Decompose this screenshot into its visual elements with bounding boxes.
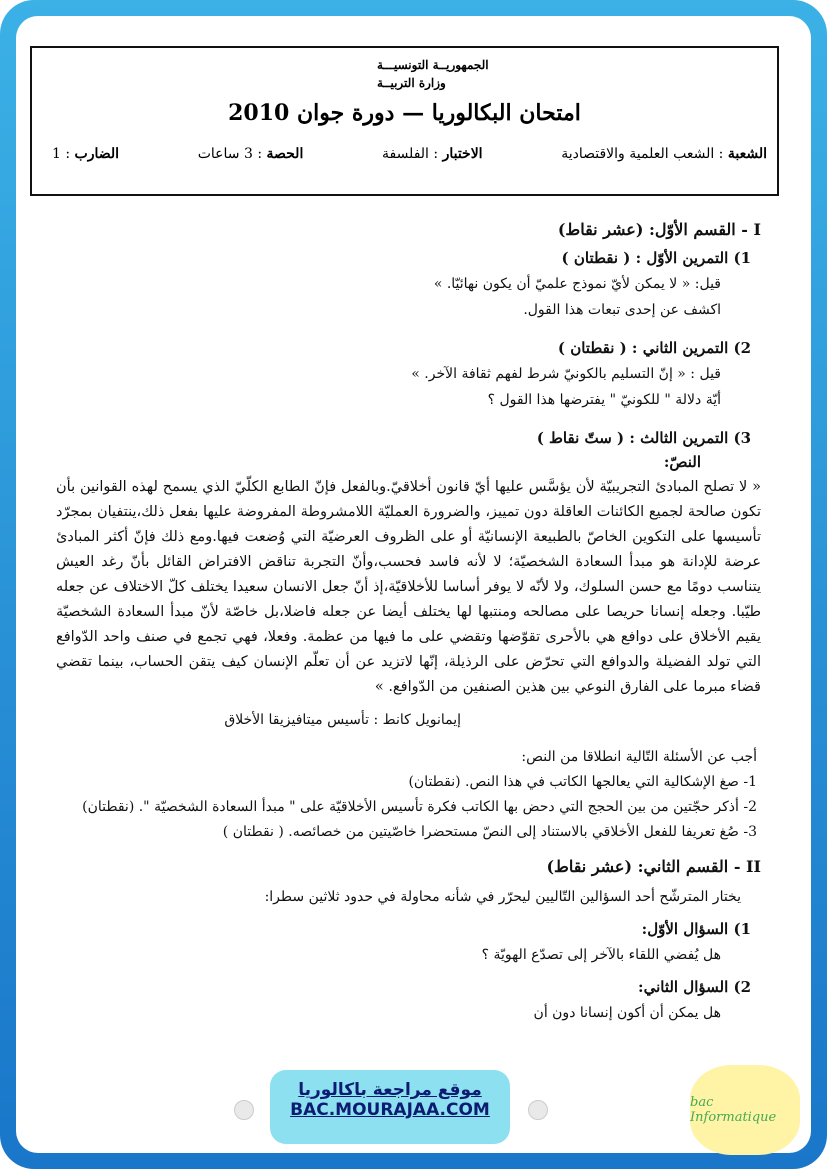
subject1-text: هل يُفضي اللقاء بالآخر إلى تصدّع الهويّة ؟ (481, 947, 721, 963)
ministry-label: وزارة التربيــة (377, 76, 446, 90)
republic-label: الجمهوريــة التونسيـــة (377, 58, 489, 72)
coefficient-info: الضارب : 1 (52, 146, 120, 162)
kant-text: « لا تصلح المبادئ التجريبيّة لأن يؤسَّس عليها أيّ قانون أخلاقيّ.وبالفعل فإنّ الطابع الكلّيّ الذي يسمح لهذه القوانين بأن تكون صالحة لجميع الكائنات العاقلة دون تمييز، والضرورة العمليّة اللامشروطة المفروضة عليها بفعل ذلك،ينتفيان بمجرّد تأسيسها على التكوين الخاصّ بالطبيعة الإنسانيّة أو على الظروف العرضيّة التي وُضعت فيها.ومع ذلك فإنّ أكثر المبادئ عرضة للإدانة هو مبدأ السعادة الشخصيّة؛ لا لأنه فاسد فحسب،وأنّ التجربة تناقض الافتراض القائل بأنّ رغد العيش يتناسب دومًا مع حسن السلوك، ولا لأنّه لا يوفر أساسا للأخلاقيّة،إذ أنّ جعل الانسان سعيدا يختلف كلّ الاختلاف عن جعله طيّبا. وجعله إنسانا حريصا على مصالحه ومنتبها لها يختلف أيضا عن جعله فاضلا،بل خاصّة لأنّ مبدأ السعادة الشخصيّة يقيم الأخلاق على دوافع هي بالأحرى تقوّضها وتقضي على ما فيها من عظمة. وفعلا، فهي تجمع في صنف واحد الدّوافع التي تولد الفضيلة والدوافع التي تحرّض على الرذيلة، إنّها لاتزيد عن أن تعلّم الإنسان كيف يتقن الحساب، بينما تقضي قضاء مبرما على الفارق النوعي بين هذين الصنفين من الدّوافع. » (56, 479, 761, 695)
question-3: 3- صُغ تعريفا للفعل الأخلاقي بالاستناد إلى النصّ مستحضرا خاصّيتين من خصائصه. ( نقطتان ) (222, 824, 757, 840)
subject1-title: 1) السؤال الأوّل: (641, 920, 751, 938)
exercise1-title: 1) التمرين الأوّل : ( نقطتان ) (561, 249, 751, 267)
site-badge-url[interactable]: BAC.MOURAJAA.COM (290, 1100, 490, 1120)
question-1: 1- صغ الإشكالية التي يعالجها الكاتب في هذا النص. (نقطتان) (408, 774, 757, 790)
part2-intro: يختار المترشّح أحد السؤالين التّاليين ليحرّر في شأنه محاولة في حدود ثلاثين سطرا: (264, 889, 741, 905)
exercise1-task: اكشف عن إحدى تبعات هذا القول. (523, 302, 721, 318)
site-logo-icon (528, 1100, 548, 1120)
bac-informatique-badge: bac Informatique (690, 1065, 800, 1155)
exam-content (56, 206, 761, 1028)
subject2-title: 2) السؤال الثاني: (638, 978, 751, 996)
exercise2-quote: قيل : « إنّ التسليم بالكونيّ شرط لفهم ثقافة الآخر. » (411, 366, 721, 382)
exercise1-quote: قيل: « لا يمكن لأيّ نموذج علميّ أن يكون نهائيّا. » (433, 276, 721, 292)
exercise2-task: أيّة دلالة " للكونيّ " يفترضها هذا القول ؟ (487, 392, 721, 408)
exam-title: امتحان البكالوريا — دورة جوان 2010 (228, 100, 581, 126)
test-info: الاختبار : الفلسفة (381, 146, 483, 162)
part2-title: II - القسم الثاني: (عشر نقاط) (546, 857, 761, 876)
section-info: الشعبة : الشعب العلمية والاقتصادية (561, 146, 767, 162)
exam-header (30, 46, 779, 196)
site-badge-arabic: موقع مراجعة باكالوريا (298, 1080, 482, 1100)
subject2-text: هل يمكن أن أكون إنسانا دون أن (533, 1005, 721, 1021)
question-2: 2- أذكر حجّتين من بين الحجج التي دحض بها الكاتب فكرة تأسيس الأخلاقيّة على " مبدأ السعادة الشخصيّة ". (نقطتان) (82, 799, 757, 815)
exam-page (16, 16, 811, 1153)
exam-info-row (52, 146, 767, 162)
site-badge[interactable] (270, 1070, 510, 1144)
questions-intro: أجب عن الأسئلة التّالية انطلاقا من النص: (521, 749, 757, 765)
text-label: النصّ: (663, 453, 701, 471)
exercise3-title: 3) التمرين الثالث : ( ستّ نقاط ) (536, 429, 751, 447)
part1-title: I - القسم الأوّل: (عشر نقاط) (557, 220, 761, 239)
text-source: إيمانويل كانط : تأسيس ميتافيزيقا الأخلاق (224, 712, 461, 728)
site-logo-icon (234, 1100, 254, 1120)
exercise2-title: 2) التمرين الثاني : ( نقطتان ) (557, 339, 751, 357)
duration-info: الحصة : 3 ساعات (197, 146, 304, 162)
